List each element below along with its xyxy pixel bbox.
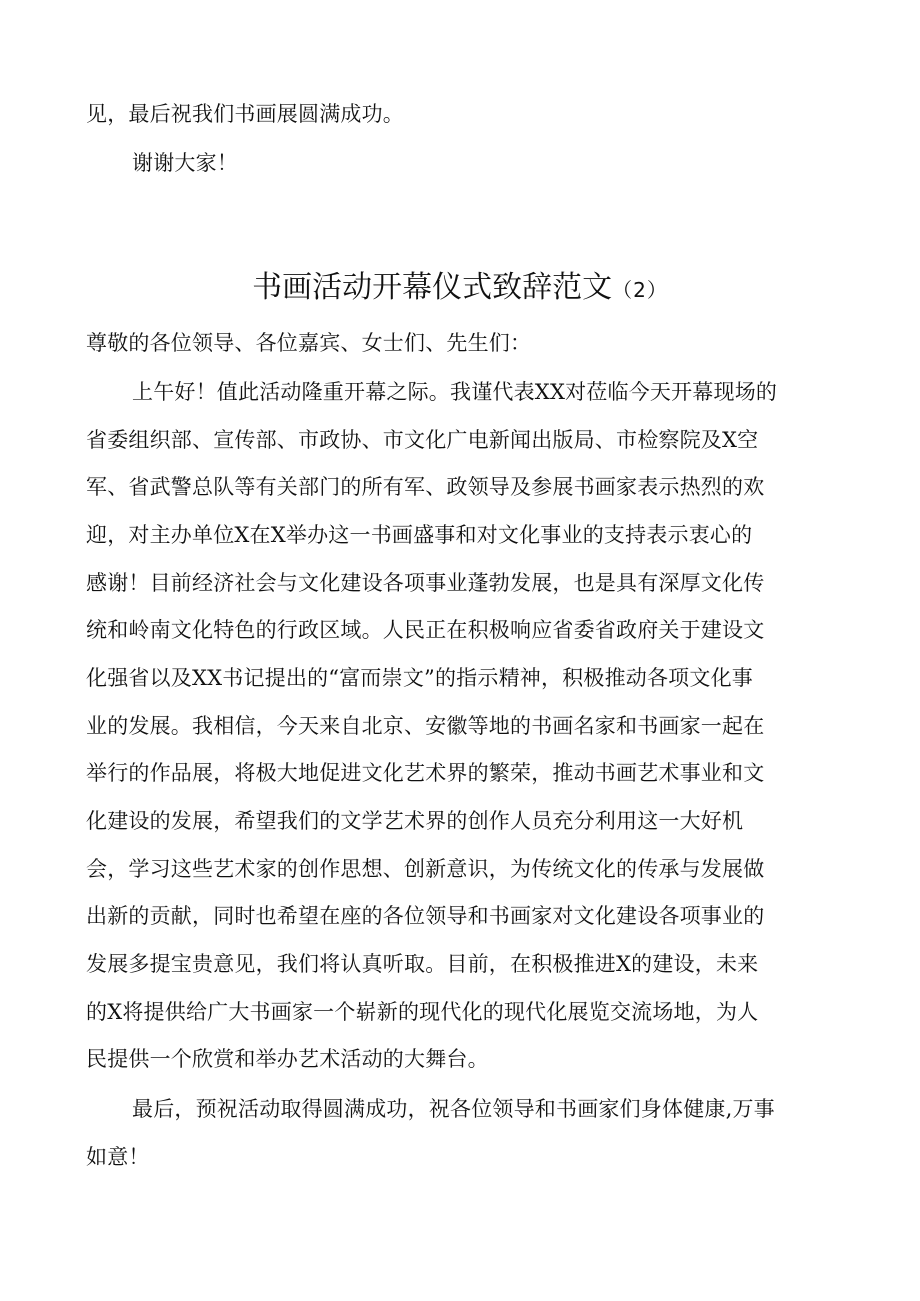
paragraph-line: 发展多提宝贵意见，我们将认真听取。目前，在积极推进X的建设，未来: [86, 952, 759, 976]
article-title-text: 书画活动开幕仪式致辞范文: [252, 270, 613, 305]
previous-closing-line: 见，最后祝我们书画展圆满成功。: [86, 102, 404, 126]
paragraph-line: 感谢！目前经济社会与文化建设各项事业蓬勃发展，也是具有深厚文化传: [86, 571, 765, 595]
article-title-number: （2）: [612, 278, 668, 302]
paragraph-line: 上午好！值此活动隆重开幕之际。我谨代表XX对莅临今天开幕现场的: [132, 380, 778, 404]
paragraph-line: 化强省以及XX书记提出的“富而崇文”的指示精神，积极推动各项文化事: [86, 666, 753, 690]
salutation: 尊敬的各位领导、各位嘉宾、女士们、先生们：: [86, 331, 532, 355]
previous-thanks-line: 谢谢大家！: [132, 151, 238, 175]
paragraph-line: 民提供一个欣赏和举办艺术活动的大舞台。: [86, 1047, 489, 1071]
paragraph-line: 迎，对主办单位X在X举办这一书画盛事和对文化事业的支持表示衷心的: [86, 523, 753, 547]
paragraph-line: 会，学习这些艺术家的创作思想、创新意识，为传统文化的传承与发展做: [86, 857, 765, 881]
paragraph-line: 如意！: [86, 1145, 150, 1169]
paragraph-line: 最后，预祝活动取得圆满成功，祝各位领导和书画家们身体健康,万事: [132, 1097, 775, 1121]
paragraph-line: 的X将提供给广大书画家一个崭新的现代化的现代化展览交流场地，为人: [86, 1000, 759, 1024]
paragraph-line: 举行的作品展，将极大地促进文化艺术界的繁荣，推动书画艺术事业和文: [86, 761, 765, 785]
article-title: [0, 270, 920, 308]
paragraph-line: 统和岭南文化特色的行政区域。人民正在积极响应省委省政府关于建设文: [86, 618, 765, 642]
paragraph-line: 军、省武警总队等有关部门的所有军、政领导及参展书画家表示热烈的欢: [86, 475, 765, 499]
paragraph-line: 化建设的发展，希望我们的文学艺术界的创作人员充分利用这一大好机: [86, 809, 744, 833]
paragraph-line: 出新的贡献，同时也希望在座的各位领导和书画家对文化建设各项事业的: [86, 904, 765, 928]
paragraph-line: 省委组织部、宣传部、市政协、市文化广电新闻出版局、市检察院及X空: [86, 428, 759, 452]
paragraph-line: 业的发展。我相信，今天来自北京、安徽等地的书画名家和书画家一起在: [86, 714, 765, 738]
